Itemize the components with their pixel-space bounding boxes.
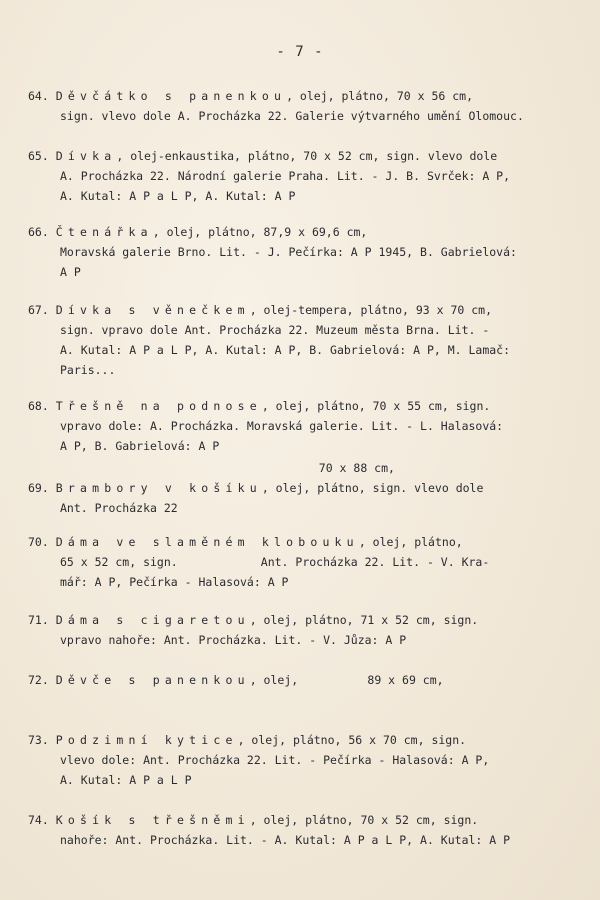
entry-line: vpravo dole: A. Procházka. Moravská galerie. Lit. - L. Halasová: <box>60 419 504 433</box>
page-number: - 7 - <box>276 44 324 60</box>
entry-number: 71. <box>28 613 49 627</box>
entry-line: A. Kutal: A P a L P, A. Kutal: A P, B. Gabrielová: A P, M. Lamač: <box>60 343 511 357</box>
entry-number: 66. <box>28 225 49 239</box>
entry-number: 70. <box>28 535 49 549</box>
entry-number: 65. <box>28 149 49 163</box>
entry-details: , olej-enkaustika, plátno, 70 x 52 cm, sign. vlevo dole <box>116 149 498 163</box>
entry-title: Čtenářka <box>55 225 153 239</box>
entry-number: 74. <box>28 813 49 827</box>
entry-details: , olej-tempera, plátno, 93 x 70 cm, <box>249 303 493 317</box>
entry-number: 67. <box>28 303 49 317</box>
entry-line: A P <box>60 265 81 279</box>
entry-title: Dáma s cigaretou <box>55 613 250 627</box>
entry-line: vlevo dole: Ant. Procházka 22. Lit. - Pečírka - Halasová: A P, <box>60 753 490 767</box>
entry-line <box>28 222 592 242</box>
entry-line: sign. vpravo dole Ant. Procházka 22. Muzeum města Brna. Lit. - <box>60 323 490 337</box>
entry-line: Paris... <box>60 363 116 377</box>
entry-details: , olej, plátno, 70 x 56 cm, <box>286 89 474 103</box>
entry-number: 68. <box>28 399 49 413</box>
catalog-entry-66 <box>28 222 592 282</box>
entry-line: Moravská galerie Brno. Lit. - J. Pečírka: A P 1945, B. Gabrielová: <box>60 245 517 259</box>
entry-title: Košík s třešněmi <box>55 813 250 827</box>
entry-line: Ant. Procházka 22 <box>60 501 178 515</box>
entry-details: , olej, plátno, 70 x 52 cm, sign. <box>249 813 479 827</box>
entry-line: A. Kutal: A P a L P <box>60 773 192 787</box>
entry-line: 70 x 88 cm, <box>28 461 395 475</box>
entry-details: , olej, 89 x 69 cm, <box>249 673 444 687</box>
entry-title: Třešně na podnose <box>55 399 262 413</box>
entry-details: , olej, plátno, 87,9 x 69,6 cm, <box>152 225 368 239</box>
entry-title: Brambory v košíku <box>55 481 262 495</box>
catalog-entry-67 <box>28 300 592 380</box>
catalog-entry-68 <box>28 396 592 456</box>
catalog-entry-69 <box>28 458 592 518</box>
entry-number: 72. <box>28 673 49 687</box>
entry-details: , olej, plátno, 70 x 55 cm, sign. <box>261 399 491 413</box>
entry-details: , olej, plátno, <box>358 535 463 549</box>
entry-line <box>28 610 592 630</box>
entry-line <box>28 532 592 552</box>
entry-title: Dívka s věnečkem <box>55 303 250 317</box>
catalog-entry-72 <box>28 670 592 690</box>
entry-title: Děvče s panenkou <box>55 673 250 687</box>
entry-line: nahoře: Ant. Procházka. Lit. - A. Kutal: A P a L P, A. Kutal: A P <box>60 833 511 847</box>
entry-line <box>28 670 592 690</box>
catalog-entry-65 <box>28 146 592 206</box>
catalog-entry-64 <box>28 86 592 126</box>
entry-title: Děvčátko s panenkou <box>55 89 287 103</box>
entry-line: A P, B. Gabrielová: A P <box>60 439 220 453</box>
entry-line <box>28 300 592 320</box>
entry-line: A. Kutal: A P a L P, A. Kutal: A P <box>60 189 296 203</box>
entry-number: 73. <box>28 733 49 747</box>
entry-details: , olej, plátno, 71 x 52 cm, sign. <box>249 613 479 627</box>
entry-title: Dáma ve slaměném klobouku <box>55 535 359 549</box>
entry-line: 65 x 52 cm, sign. Ant. Procházka 22. Lit. - V. Kra- <box>60 555 490 569</box>
entry-title: Podzimní kytice <box>55 733 238 747</box>
entry-line: sign. vlevo dole A. Procházka 22. Galerie výtvarného umění Olomouc. <box>60 109 524 123</box>
catalog-entry-73 <box>28 730 592 790</box>
entry-details: , olej, plátno, 56 x 70 cm, sign. <box>237 733 467 747</box>
entry-line: A. Procházka 22. Národní galerie Praha. Lit. - J. B. Svrček: A P, <box>60 169 511 183</box>
entry-line <box>28 730 592 750</box>
entry-line <box>28 810 592 830</box>
catalog-entry-74 <box>28 810 592 850</box>
entry-number: 64. <box>28 89 49 103</box>
entry-line <box>28 478 592 498</box>
entry-line: mář: A P, Pečírka - Halasová: A P <box>60 575 289 589</box>
entry-title: Dívka <box>55 149 117 163</box>
entry-number: 69. <box>28 481 49 495</box>
entry-details: , olej, plátno, sign. vlevo dole <box>261 481 484 495</box>
entry-line <box>28 146 592 166</box>
catalog-entry-70 <box>28 532 592 592</box>
catalog-entry-71 <box>28 610 592 650</box>
entry-line: vpravo nahoře: Ant. Procházka. Lit. - V. Jůza: A P <box>60 633 407 647</box>
entry-line <box>28 86 592 106</box>
entry-line <box>28 396 592 416</box>
